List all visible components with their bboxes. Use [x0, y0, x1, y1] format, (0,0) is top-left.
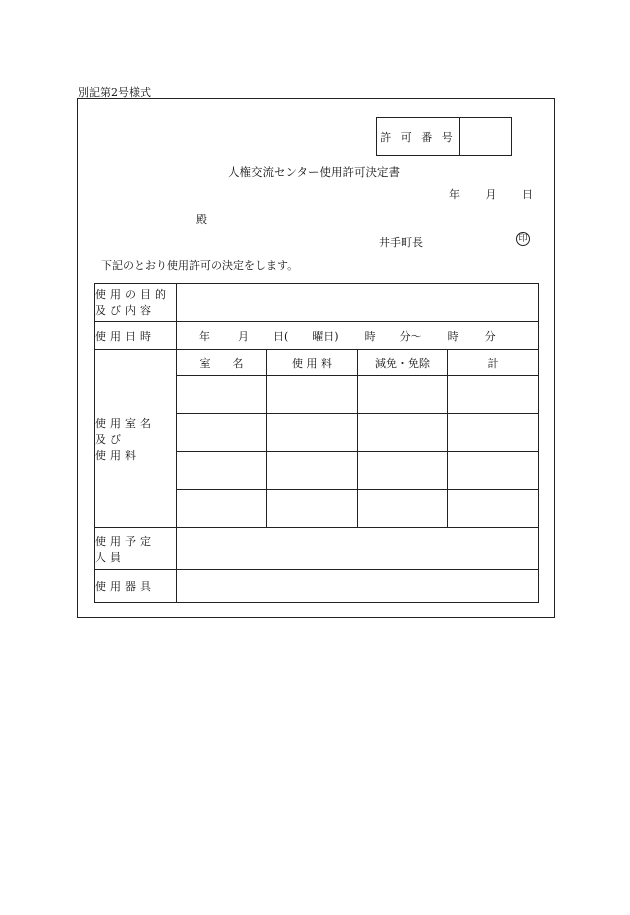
attendees-field[interactable]: [177, 528, 539, 570]
rooms-label-text1: 使用室名: [95, 416, 155, 430]
rooms-label-text3: 使用料: [95, 448, 140, 462]
intro-text: 下記のとおり使用許可の決定をします。: [101, 259, 299, 272]
datetime-label: 使用日時: [95, 322, 177, 350]
rooms-label-text2: 及び: [95, 432, 125, 446]
form-number-label: 別記第2号様式: [78, 86, 151, 99]
purpose-label: [95, 284, 177, 322]
date-year: 年: [449, 188, 460, 201]
col-exemption: 減免・免除: [358, 350, 448, 376]
rooms-label-line2: [95, 431, 176, 447]
rooms-label: [95, 350, 177, 528]
col-room-name: 室 名: [177, 350, 267, 376]
attendees-label: [95, 528, 177, 570]
permit-number-label: 許 可 番 号: [377, 118, 460, 155]
document-title: 人権交流センター使用許可決定書: [228, 165, 401, 179]
room-header-row: [95, 350, 539, 376]
room-name-cell[interactable]: [177, 452, 267, 490]
seal-icon: 印: [516, 232, 530, 246]
dt-start-hour: 時: [364, 329, 376, 343]
attendees-label-text2: 人員: [95, 550, 125, 564]
room-total-cell[interactable]: [448, 376, 539, 414]
col-fee: 使 用 料: [267, 350, 358, 376]
equipment-row: [95, 570, 539, 603]
room-fee-cell[interactable]: [267, 414, 358, 452]
room-exemption-cell[interactable]: [358, 414, 448, 452]
datetime-field[interactable]: [177, 322, 539, 350]
date-month: 月: [485, 188, 497, 201]
permit-number-field[interactable]: [460, 118, 511, 155]
addressee: 殿: [196, 213, 207, 226]
purpose-label-line1: 使用の目的: [95, 287, 170, 301]
room-total-cell[interactable]: [448, 452, 539, 490]
room-total-cell[interactable]: [448, 414, 539, 452]
dt-year: 年: [199, 329, 210, 343]
issuer-name: 井手町長: [379, 236, 423, 249]
room-name-cell[interactable]: [177, 490, 267, 528]
dt-end-hour: 時: [447, 329, 459, 343]
dt-start-minute: 分～: [399, 329, 422, 343]
issue-date: [449, 186, 533, 202]
room-name-cell[interactable]: [177, 376, 267, 414]
room-name-cell[interactable]: [177, 414, 267, 452]
datetime-parts: [177, 328, 538, 344]
attendees-label-line2: [95, 549, 176, 565]
equipment-label: 使用器具: [95, 570, 177, 603]
attendees-row: [95, 528, 539, 570]
rooms-label-line1: [95, 415, 176, 431]
dt-weekday: 曜日): [312, 329, 339, 343]
attendees-label-text1: 使用予定: [95, 534, 155, 548]
dt-end-minute: 分: [484, 329, 496, 343]
purpose-row: [95, 284, 539, 322]
room-fee-cell[interactable]: [267, 490, 358, 528]
col-total: 計: [448, 350, 539, 376]
room-exemption-cell[interactable]: [358, 452, 448, 490]
equipment-field[interactable]: [177, 570, 539, 603]
dt-day: 日(: [273, 329, 289, 343]
room-exemption-cell[interactable]: [358, 490, 448, 528]
room-total-cell[interactable]: [448, 490, 539, 528]
purpose-label-line2: 及び内容: [95, 303, 155, 317]
datetime-row: [95, 322, 539, 350]
room-exemption-cell[interactable]: [358, 376, 448, 414]
room-fee-cell[interactable]: [267, 452, 358, 490]
room-fee-cell[interactable]: [267, 376, 358, 414]
date-day: 日: [522, 188, 533, 201]
permit-table: [94, 283, 539, 603]
dt-month: 月: [238, 329, 249, 343]
purpose-field[interactable]: [177, 284, 539, 322]
rooms-label-line3: [95, 447, 176, 463]
attendees-label-line1: [95, 533, 176, 549]
permit-number-box: [376, 117, 512, 156]
